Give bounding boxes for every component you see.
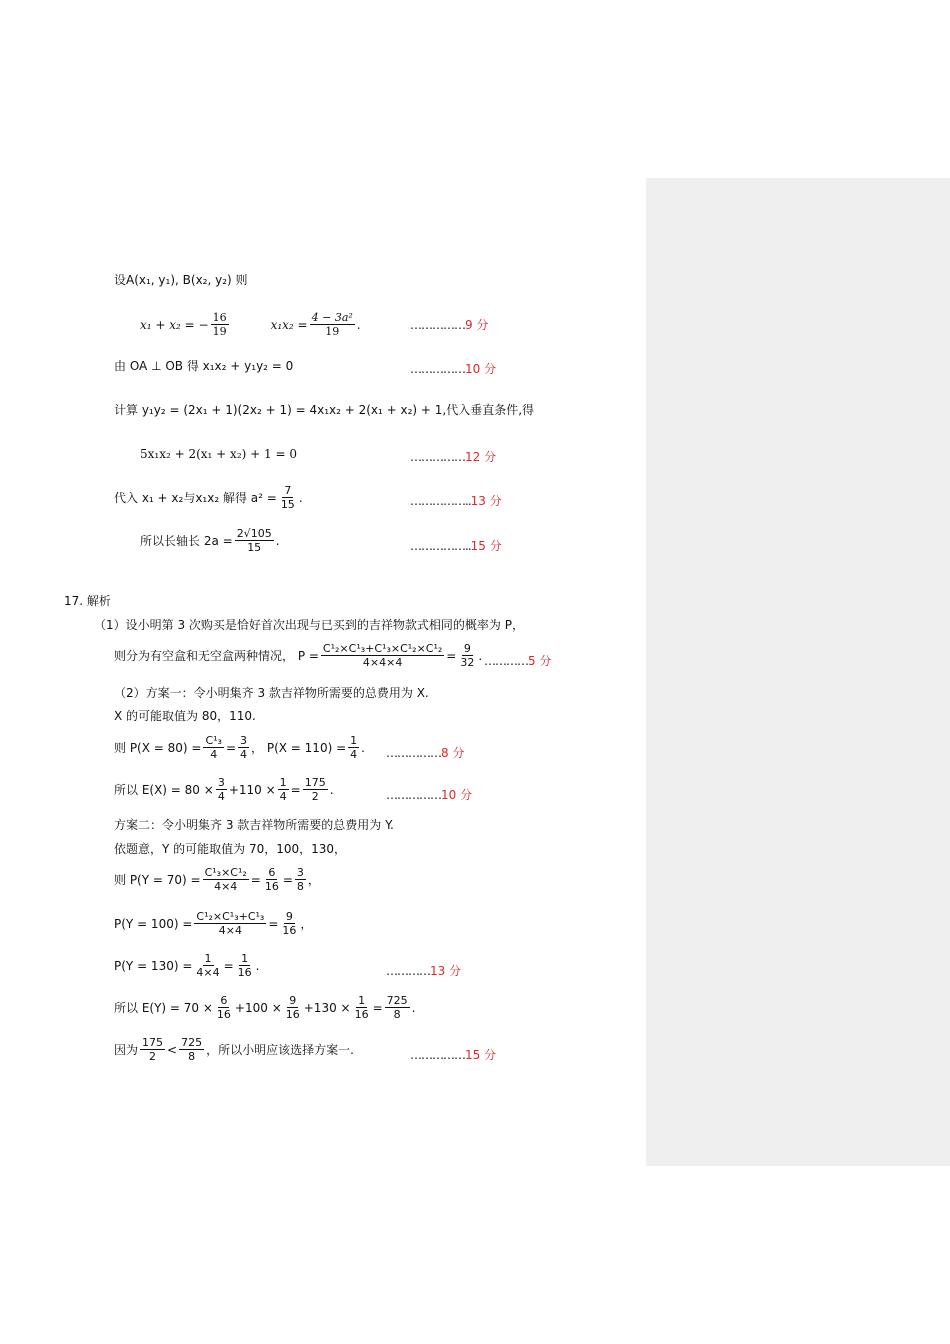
frac-num: 6 xyxy=(268,866,276,879)
frac-num: 1 xyxy=(204,952,212,965)
frac-den: 4 xyxy=(217,790,225,803)
equation-line: 5x₁x₂ + 2(x₁ + x₂) + 1 = 0 xyxy=(140,447,297,461)
frac-den: 4×4 xyxy=(214,880,238,893)
q17-score-15 xyxy=(410,1046,496,1063)
frac-num: 3 xyxy=(240,734,248,747)
py70-tail: ， xyxy=(307,872,320,887)
py130-tail: . xyxy=(255,958,260,973)
ey-text: 所以 E(Y) = 70 × xyxy=(114,1000,213,1015)
score-points: 15 分 xyxy=(465,1048,497,1062)
ey-tail: . xyxy=(411,1000,416,1015)
score-dots: …………… xyxy=(386,746,441,760)
ey-line xyxy=(114,995,415,1020)
px-mid: ， P(X = 110) = xyxy=(251,740,347,755)
score-points: 8 分 xyxy=(441,746,465,760)
eq-sign: = xyxy=(290,782,301,797)
less-than: < xyxy=(167,1042,178,1057)
score-points: 9 分 xyxy=(465,318,489,332)
sum-num: 16 xyxy=(212,311,227,324)
score-points: 13 分 xyxy=(430,964,462,978)
score-points: 10 分 xyxy=(441,788,473,802)
p-den: 4×4×4 xyxy=(362,656,403,669)
plan-two-line: 方案二：令小明集齐 3 款吉祥物所需要的总费用为 Y. xyxy=(114,818,394,832)
frac-num: C¹₃×C¹₂ xyxy=(204,866,247,879)
frac-num: 1 xyxy=(279,776,287,789)
ex-frac-1 xyxy=(216,777,227,802)
major-axis-text: 所以长轴长 2a = xyxy=(140,533,233,548)
py100-line xyxy=(114,911,312,936)
score-dots: …………… xyxy=(410,450,465,464)
sum-lhs: x₁ + x₂ = − xyxy=(140,317,209,332)
score-dots: …………….. xyxy=(410,539,471,553)
q17-score-13 xyxy=(386,962,461,979)
prod-den: 19 xyxy=(325,325,340,338)
px80-result xyxy=(238,735,249,760)
ex-mid: +110 × xyxy=(228,782,276,797)
py130-text: P(Y = 130) = xyxy=(114,958,193,973)
major-axis-line xyxy=(140,528,280,553)
score-13 xyxy=(410,492,502,509)
frac-den: 16 xyxy=(354,1008,369,1021)
score-dots: ………… xyxy=(386,964,430,978)
x-values-line: X 的可能取值为 80，110. xyxy=(114,709,256,723)
score-points: 13 分 xyxy=(470,494,502,508)
conclusion-tail: ，所以小明应该选择方案一. xyxy=(206,1042,354,1057)
substitute-line xyxy=(114,485,303,510)
px80-fraction xyxy=(203,735,224,760)
py130-frac-1 xyxy=(194,953,221,978)
eq-sign: = xyxy=(250,872,261,887)
vieta-line xyxy=(140,312,361,337)
a-sq-num: 7 xyxy=(284,484,292,497)
py100-tail: ， xyxy=(300,916,313,931)
frac-den: 4 xyxy=(210,748,218,761)
frac-num: 1 xyxy=(350,734,358,747)
frac-num: 725 xyxy=(181,1036,203,1049)
compare-frac-1 xyxy=(140,1037,165,1062)
frac-den: 8 xyxy=(188,1050,196,1063)
px-line xyxy=(114,735,365,760)
set-points-line: 设A(x₁, y₁), B(x₂, y₂) 则 xyxy=(114,273,248,287)
py70-line xyxy=(114,867,320,892)
score-points: 15 分 xyxy=(470,539,502,553)
ex-text: 所以 E(X) = 80 × xyxy=(114,782,214,797)
frac-den: 16 xyxy=(216,1008,231,1021)
eq-sign: = xyxy=(223,958,234,973)
score-dots: …………… xyxy=(410,1048,465,1062)
frac-num: 9 xyxy=(285,910,293,923)
py70-frac-2 xyxy=(263,867,281,892)
frac-den: 2 xyxy=(149,1050,157,1063)
q17-part1-cases xyxy=(114,643,482,668)
py130-frac-2 xyxy=(236,953,254,978)
comment-sidebar xyxy=(646,178,950,1166)
sum-fraction xyxy=(211,312,229,337)
frac-den: 4 xyxy=(279,790,287,803)
frac-den: 4 xyxy=(350,748,358,761)
frac-num: 725 xyxy=(386,994,408,1007)
px-text: 则 P(X = 80) = xyxy=(114,740,202,755)
py70-text: 则 P(Y = 70) = xyxy=(114,872,201,887)
frac-num: 175 xyxy=(304,776,326,789)
px-tail: . xyxy=(361,740,365,755)
ex-frac-2 xyxy=(278,777,289,802)
ex-tail: . xyxy=(329,782,334,797)
score-dots: …………… xyxy=(410,362,465,376)
eq-sign: = xyxy=(372,1000,383,1015)
frac-den: 8 xyxy=(296,880,304,893)
score-9 xyxy=(410,316,488,333)
frac-den: 4×4 xyxy=(196,966,220,979)
prod-tail: . xyxy=(356,317,361,332)
prod-num: 4 − 3a² xyxy=(311,311,353,324)
frac-num: 3 xyxy=(217,776,225,789)
perp-line: 由 OA ⊥ OB 得 x₁x₂ + y₁y₂ = 0 xyxy=(114,359,294,373)
conclusion-text: 因为 xyxy=(114,1042,139,1057)
frac-den: 4 xyxy=(240,748,248,761)
substitute-tail: . xyxy=(298,490,303,505)
y-values-line: 依题意，Y 的可能取值为 70，100，130， xyxy=(114,842,347,856)
prod-lhs: x₁x₂ = xyxy=(270,317,308,332)
score-dots: …………….. xyxy=(410,494,471,508)
ey-frac-2 xyxy=(284,995,302,1020)
p-result-num: 9 xyxy=(463,642,471,655)
substitute-text: 代入 x₁ + x₂与x₁x₂ 解得 a² = xyxy=(114,490,277,505)
ey-result xyxy=(385,995,410,1020)
score-points: 10 分 xyxy=(465,362,497,376)
frac-num: C¹₃ xyxy=(205,734,222,747)
frac-den: 8 xyxy=(393,1008,401,1021)
major-axis-fraction xyxy=(235,528,274,553)
frac-den: 16 xyxy=(282,924,297,937)
eq-sign: = xyxy=(282,872,293,887)
ex-result xyxy=(303,777,328,802)
axis-den: 15 xyxy=(247,541,262,554)
q17-part1: （1）设小明第 3 次购买是恰好首次出现与已买到的吉祥物款式相同的概率为 P， xyxy=(94,618,524,632)
frac-num: 6 xyxy=(220,994,228,1007)
frac-den: 2 xyxy=(311,790,319,803)
prod-fraction xyxy=(310,312,355,337)
p-tail: . xyxy=(478,648,483,663)
p-fraction xyxy=(321,643,444,668)
ey-frac-1 xyxy=(215,995,233,1020)
py130-line xyxy=(114,953,260,978)
score-dots: …………… xyxy=(410,318,465,332)
q17-score-8 xyxy=(386,744,464,761)
py70-frac-1 xyxy=(203,867,249,892)
axis-tail: . xyxy=(275,533,280,548)
ex-line xyxy=(114,777,334,802)
axis-num: 2√105 xyxy=(236,527,272,540)
eq-sign: = xyxy=(268,916,279,931)
frac-den: 16 xyxy=(237,966,252,979)
score-10 xyxy=(410,360,496,377)
py100-frac-1 xyxy=(194,911,266,936)
px110-fraction xyxy=(348,735,359,760)
frac-num: C¹₂×C¹₃+C¹₃ xyxy=(196,910,265,923)
compare-frac-2 xyxy=(179,1037,204,1062)
frac-num: 175 xyxy=(142,1036,164,1049)
frac-num: 1 xyxy=(358,994,366,1007)
frac-den: 16 xyxy=(264,880,279,893)
py100-text: P(Y = 100) = xyxy=(114,916,193,931)
eq-sign: = xyxy=(225,740,237,755)
score-15 xyxy=(410,537,502,554)
score-points: 12 分 xyxy=(465,450,497,464)
score-12 xyxy=(410,448,496,465)
frac-den: 16 xyxy=(285,1008,300,1021)
score-dots: …………… xyxy=(386,788,441,802)
frac-num: 3 xyxy=(296,866,304,879)
p-num: C¹₂×C¹₃+C¹₃×C¹₂×C¹₂ xyxy=(322,642,443,655)
q17-heading: 17. 解析 xyxy=(64,594,111,608)
frac-num: 1 xyxy=(241,952,249,965)
q17-score-10 xyxy=(386,786,472,803)
p-eq: = xyxy=(446,648,457,663)
frac-num: 9 xyxy=(289,994,297,1007)
score-points: 5 分 xyxy=(528,654,552,668)
a-squared-fraction xyxy=(279,485,297,510)
q17-score-5 xyxy=(484,652,551,669)
ey-b: +130 × xyxy=(303,1000,351,1015)
ey-frac-3 xyxy=(353,995,371,1020)
q17-part2: （2）方案一：令小明集齐 3 款吉祥物所需要的总费用为 X. xyxy=(114,686,429,700)
ey-a: +100 × xyxy=(234,1000,282,1015)
frac-den: 4×4 xyxy=(218,924,242,937)
score-dots: ………… xyxy=(484,654,528,668)
py70-frac-3 xyxy=(295,867,306,892)
a-sq-den: 15 xyxy=(280,498,295,511)
conclusion-line xyxy=(114,1037,354,1062)
p-result-den: 32 xyxy=(460,656,475,669)
sum-den: 19 xyxy=(212,325,227,338)
compute-line: 计算 y₁y₂ = (2x₁ + 1)(2x₂ + 1) = 4x₁x₂ + 2(x₁ + x₂) + 1,代入垂直条件,得 xyxy=(114,403,535,417)
p-result xyxy=(458,643,476,668)
py100-frac-2 xyxy=(280,911,298,936)
cases-text: 则分为有空盒和无空盒两种情况， P = xyxy=(114,648,319,663)
